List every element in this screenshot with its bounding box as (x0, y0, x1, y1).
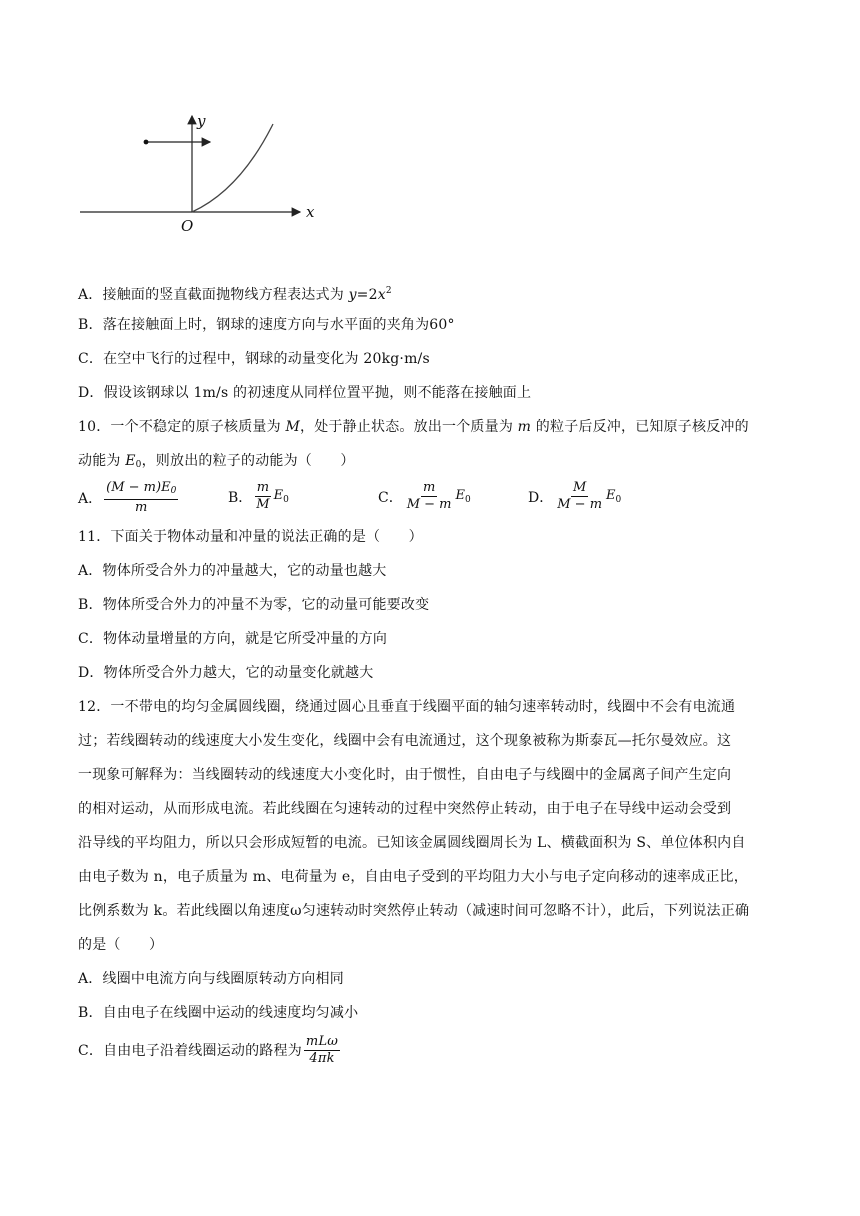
q12-stem-line2: 过；若线圈转动的线速度大小发生变化，线圈中会有电流通过，这个现象被称为斯泰瓦—托尔曼效应。这 (78, 733, 732, 749)
q12-option-b: B．自由电子在线圈中运动的线速度均匀减小 (78, 1005, 359, 1021)
q9-option-a: A．接触面的竖直截面抛物线方程表达式为 $y=2x^2$ (78, 286, 392, 303)
parabola-figure (80, 110, 320, 240)
parabola-diagram (80, 110, 320, 240)
q9-option-b: B．落在接触面上时，钢球的速度方向与水平面的夹角为60° (78, 317, 455, 333)
q11-option-d: D．物体所受合外力越大，它的动量变化就越大 (78, 665, 374, 681)
q10-a-fraction: $\frac{(M - m)E_0}{m}$ (106, 480, 177, 515)
parabola-curve (192, 124, 273, 212)
q11-option-b: B．物体所受合外力的冲量不为零，它的动量可能要改变 (78, 597, 430, 613)
q12-stem-line1: 12．一不带电的均匀金属圆线圈，绕通过圆心且垂直于线圈平面的轴匀速率转动时，线圈中不会有电流通 (78, 699, 736, 715)
q12-stem-line6: 由电子数为 n，电子质量为 m、电荷量为 e，自由电子受到的平均阻力大小与电子定向移动的速率成正比， (78, 869, 748, 885)
q11-stem: 11．下面关于物体动量和冲量的说法正确的是（ ） (78, 529, 423, 545)
q12-stem-line8: 的是（ ） (78, 937, 164, 953)
q12-option-c: C．自由电子沿着线圈运动的路程为 $\frac{\text{mLω}}{4\pi k}$ (78, 1034, 339, 1066)
q10-option-c: C． $\frac{m}{M - m}$ $E_0$ (378, 480, 471, 512)
q10-option-d: D． $\frac{M}{M - m}$ $E_0$ (528, 480, 622, 512)
q9-option-c: C．在空中飞行的过程中，钢球的动量变化为 20kg·m/s (78, 351, 430, 367)
q11-option-a: A．物体所受合外力的冲量越大，它的动量也越大 (78, 563, 387, 579)
origin-label: O (181, 217, 194, 235)
x-axis-label: x (306, 203, 315, 221)
q10-stem-line2: 动能为 $E_0$，则放出的粒子的动能为（ ） (78, 453, 355, 470)
q12-option-a: A．线圈中电流方向与线圈原转动方向相同 (78, 971, 344, 987)
q9-option-d: D．假设该钢球以 1m/s 的初速度从同样位置平抛，则不能落在接触面上 (78, 385, 532, 401)
q12-stem-line5: 沿导线的平均阻力，所以只会形成短暂的电流。已知该金属圆线圈周长为 L、横截面积为 S、单位体积内自 (78, 835, 746, 851)
q10-stem-line1: 10．一个不稳定的原子核质量为 M，处于静止状态。放出一个质量为 m 的粒子后反冲，已知原子核反冲的 (78, 419, 749, 435)
y-axis-label: y (197, 112, 206, 130)
q11-option-c: C．物体动量增量的方向，就是它所受冲量的方向 (78, 631, 388, 647)
q12-c-fraction: $\frac{\text{mLω}}{4\pi k}$ (305, 1034, 339, 1066)
q10-option-a: A． $\frac{(M - m)E_0}{m}$ (78, 480, 177, 515)
q10-option-b: B． $\frac{m}{M}$ $E_0$ (228, 480, 289, 512)
q12-stem-line7: 比例系数为 k。若此线圈以角速度ω匀速转动时突然停止转动（减速时间可忽略不计），此后，下列说法正确 (78, 903, 750, 919)
steel-ball (144, 140, 149, 145)
q10-options (78, 478, 778, 522)
q12-stem-line3: 一现象可解释为：当线圈转动的线速度大小变化时，由于惯性，自由电子与线圈中的金属离子间产生定向 (78, 767, 732, 783)
q12-stem-line4: 的相对运动，从而形成电流。若此线圈在匀速转动的过程中突然停止转动，由于电子在导线中运动会受到 (78, 801, 732, 817)
